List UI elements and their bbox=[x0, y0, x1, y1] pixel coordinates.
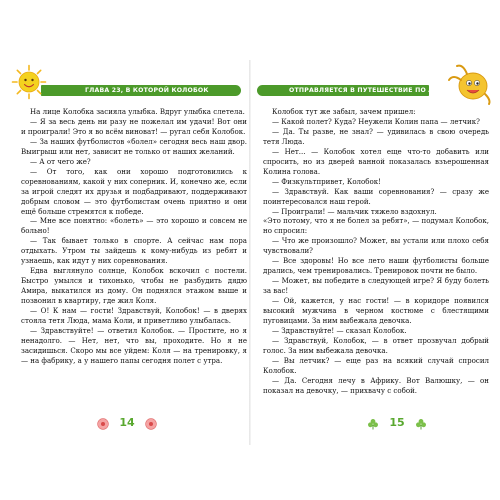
paragraph: — Да. Ты разве, не знал? — удивилась в свою очередь тетя Люда. bbox=[263, 126, 489, 146]
paragraph: — Какой полет? Куда? Неужели Колин папа — летчик? bbox=[272, 116, 480, 126]
left-chapter-heading: ГЛАВА 23, В КОТОРОЙ КОЛОБОК bbox=[85, 87, 209, 94]
right-chapter-heading: ОТПРАВЛЯЕТСЯ В ПУТЕШЕСТВИЕ ПО АФРИКЕ bbox=[289, 87, 460, 94]
paragraph: — Проиграли! — мальчик тяжело вздохнул. bbox=[272, 206, 437, 216]
page-number: 14 bbox=[119, 416, 135, 429]
left-folio bbox=[87, 416, 167, 432]
paragraph: — Нет... — Колобок хотел еще что-то добавить или спросить, но из дверей ванной показалась взъерошенная Колина голова. bbox=[263, 146, 489, 176]
paragraph: Едва выглянуло солнце, Колобок вскочил с постели. Быстро умылся и тихонько, чтобы не разбудить дядю Амира, выкатился из дому. Он поднялся этажом выше и позвонил в квартиру, где жил Коля. bbox=[21, 266, 247, 306]
paragraph: На лице Колобка засияла улыбка. Вдруг улыбка слетела. bbox=[30, 107, 245, 116]
paragraph: — А от чего же? bbox=[30, 156, 91, 166]
paragraph: — Так бывает только в спорте. А сейчас нам пора отдыхать. Утром ты зайдешь к кому-нибудь из ребят и узнаешь, как идут у них соревнования. bbox=[21, 236, 247, 266]
paragraph: — Мне все понятно: «болеть» — это хорошо и совсем не больно! bbox=[21, 216, 247, 236]
clover-icon bbox=[415, 418, 427, 430]
paragraph: — Может, вы победите в следующей игре? Я буду болеть за вас! bbox=[263, 276, 489, 296]
paragraph: — Здравствуй. Как ваши соревнования? — сразу же поинтересовался наш герой. bbox=[263, 186, 489, 206]
right-page bbox=[257, 60, 493, 445]
paragraph: — Все здоровы! Но все лето наши футболисты больше дрались, чем тренировались. Тренировок почти не было. bbox=[263, 256, 489, 276]
kolobok-character-icon bbox=[445, 60, 495, 108]
paragraph: — Здравствуй, Колобок, — в ответ прозвучал добрый голос. За ним выбежала девочка. bbox=[263, 335, 489, 355]
paragraph: — От того, как они хорошо подготовились к соревнованиям, какой у них соперник. И, конечно же, если за игрой следят их друзья и подбадривают, поддерживают добрым словом — это футболистам очень приятно и они ещё больше стремятся к победе. bbox=[21, 166, 247, 216]
paragraph: — Ой, кажется, у нас гости! — в коридоре появился высокий мужчина в черном костюме с блестящими пуговицами. За ним выбежала девочка. bbox=[263, 296, 489, 326]
paragraph: «Это потому, что я не болел за ребят», — подумал Колобок, но спросил: bbox=[263, 216, 489, 236]
right-folio bbox=[357, 416, 437, 432]
paragraph: — За наших футболистов «болел» сегодня весь наш двор. Выигрыш или нет, зависит не только от наших желаний. bbox=[21, 136, 247, 156]
flower-icon bbox=[97, 418, 109, 430]
left-page bbox=[7, 60, 247, 445]
clover-icon bbox=[367, 418, 379, 430]
paragraph: — О! К нам — гости! Здравствуй, Колобок! — в дверях стояла тетя Люда, мама Коли, и приветливо улыбалась. bbox=[21, 306, 247, 326]
flower-icon bbox=[145, 418, 157, 430]
paragraph: — Вы летчик? — еще раз на всякий случай спросил Колобок. bbox=[263, 355, 489, 375]
paragraph: — Да. Сегодня лечу в Африку. Вот Валюшку, — он показал на девочку, — прихвачу с собой. bbox=[263, 375, 489, 395]
paragraph: — Я за весь день ни разу не пожелал им удачи! Вот они и проиграли! Это я во всём виноват! — ругал себя Колобок. bbox=[21, 116, 247, 136]
paragraph: — Здравствуйте! — сказал Колобок. bbox=[272, 325, 407, 335]
paragraph: — Что же произошло? Может, вы устали или плохо себя чувствовали? bbox=[263, 236, 489, 256]
sun-icon bbox=[11, 64, 47, 100]
paragraph: — Здравствуйте! — ответил Колобок. — Простите, но я ненадолго. — Нет, нет, что вы, проходите. Но я не засидишься. Скоро мы все уйдем: Коля — на тренировку, я — на фабрику, а у нашего папы сегодня полет с утра. bbox=[21, 325, 247, 365]
paragraph: Колобок тут же забыл, зачем пришел: bbox=[272, 107, 416, 116]
right-body-text bbox=[263, 107, 489, 396]
page-number: 15 bbox=[389, 416, 405, 429]
page-gutter bbox=[249, 60, 251, 445]
book-spread bbox=[7, 60, 493, 445]
left-body-text bbox=[21, 107, 247, 366]
paragraph: — Физкультпривет, Колобок! bbox=[272, 176, 381, 186]
